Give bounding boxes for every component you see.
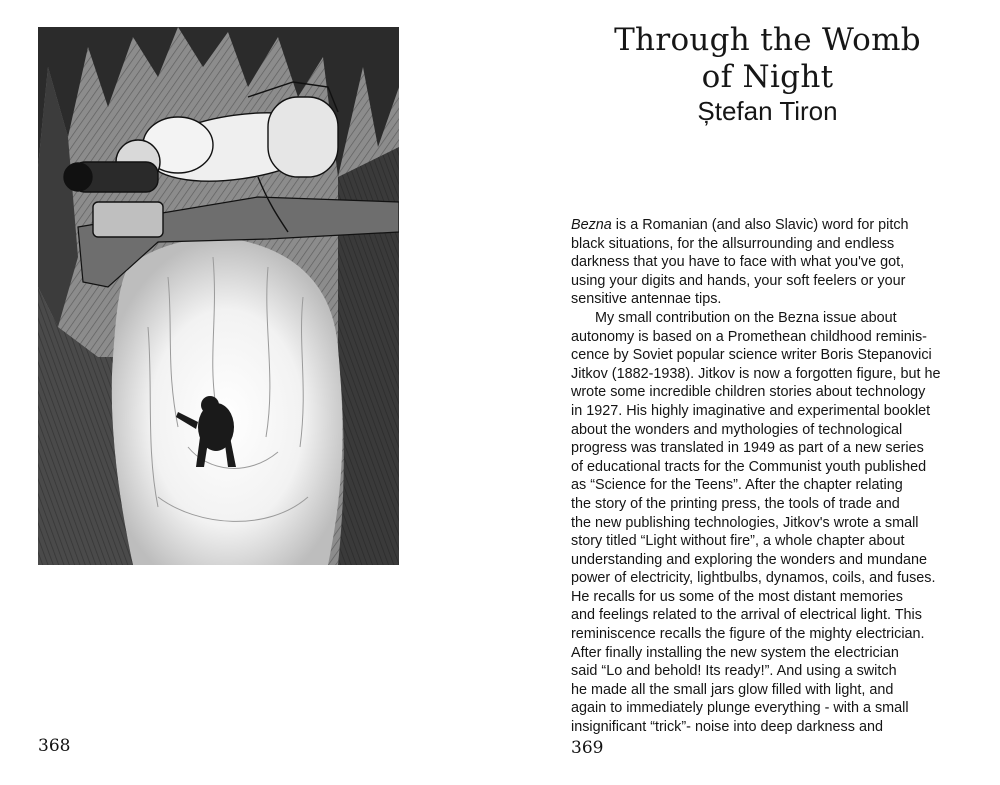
body-text	[571, 216, 971, 737]
text-line: black situations, for the allsurrounding and endless	[571, 235, 895, 252]
text-line: using your digits and hands, your soft feelers or your	[571, 272, 906, 289]
text-line: the new publishing technologies, Jitkov's wrote a small	[571, 514, 919, 531]
text-line: Jitkov (1882-1938). Jitkov is now a forgotten figure, but he	[571, 365, 941, 382]
text-line: in 1927. His highly imaginative and experimental booklet	[571, 402, 931, 419]
text-line: autonomy is based on a Promethean childhood reminis-	[571, 328, 927, 345]
text-line: story titled “Light without fire”, a whole chapter about	[571, 533, 905, 550]
text-line: After finally installing the new system the electrician	[571, 644, 899, 661]
text-line: wrote some incredible children stories about technology	[571, 384, 926, 401]
text-line: the story of the printing press, the tools of trade and	[571, 495, 900, 512]
text-line: again to immediately plunge everything - with a small	[571, 700, 909, 717]
author-name: Ștefan Tiron	[697, 96, 838, 126]
title-line-1: Through the Womb	[614, 22, 921, 58]
text-line: power of electricity, lightbulbs, dynamos, coils, and fuses.	[571, 570, 936, 587]
chapter-title	[600, 22, 935, 96]
text-line: as “Science for the Teens”. After the chapter relating	[571, 477, 903, 494]
text-line: he made all the small jars glow filled with light, and	[571, 681, 894, 698]
text-line: about the wonders and mythologies of technological	[571, 421, 903, 438]
bezna-term: Bezna	[571, 217, 612, 233]
title-line-2: of Night	[701, 59, 834, 95]
text-line: reminiscence recalls the figure of the mighty electrician.	[571, 626, 925, 643]
cave-explorer-illustration-svg	[38, 27, 399, 565]
page-number-right: 369	[571, 738, 604, 758]
page-number-left: 368	[38, 736, 71, 756]
text-line: understanding and exploring the wonders and mundane	[571, 551, 928, 568]
right-page	[500, 0, 1000, 785]
text-line: said “Lo and behold! Its ready!”. And using a switch	[571, 663, 897, 680]
text-line: progress was translated in 1949 as part of a new series	[571, 440, 924, 457]
text-line: sensitive antennae tips.	[571, 291, 722, 308]
text-line: of educational tracts for the Communist youth published	[571, 458, 927, 475]
text-line: cence by Soviet popular science writer Boris Stepanovici	[571, 347, 932, 364]
text-line: My small contribution on the Bezna issue about	[595, 309, 897, 326]
text-line: and feelings related to the arrival of electrical light. This	[571, 607, 922, 624]
text-line: darkness that you have to face with what you've got,	[571, 254, 905, 271]
cave-explorer-illustration	[38, 27, 399, 565]
text-line: He recalls for us some of the most distant memories	[571, 588, 903, 605]
text-line: insignificant “trick”- noise into deep darkness and	[571, 719, 883, 736]
text-line: Bezna is a Romanian (and also Slavic) word for pitch	[571, 217, 909, 233]
